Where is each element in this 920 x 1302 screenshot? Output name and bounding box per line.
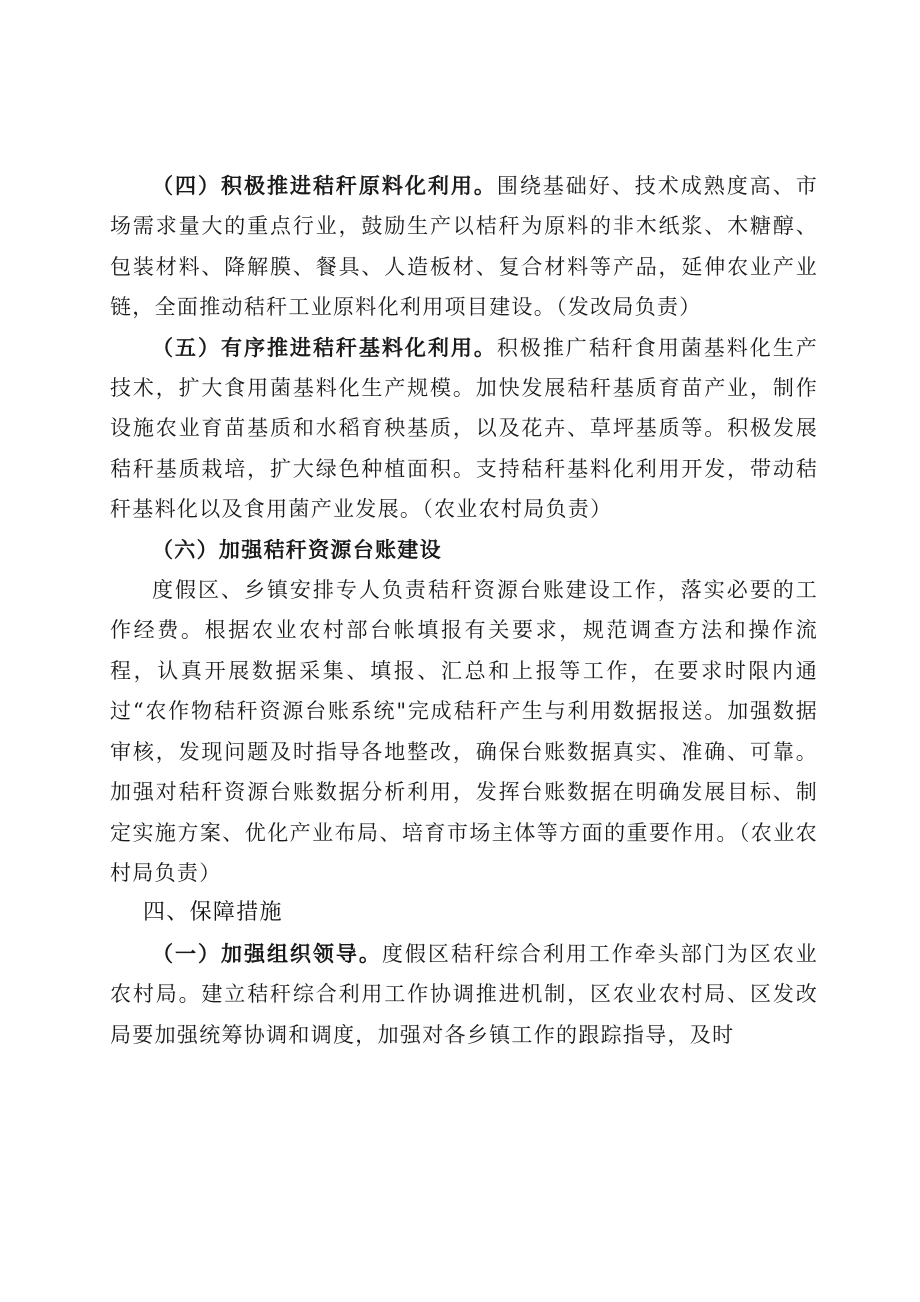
paragraph-lead: （一）加强组织领导。 — [152, 941, 382, 966]
paragraph-organization-leadership — [110, 934, 818, 1055]
document-body — [110, 166, 818, 1055]
subheading-ledger-construction: （六）加强秸秆资源台账建设 — [152, 537, 442, 562]
paragraph-text: 度假区秸秆综合利用工作牵头部门为区农业农村局。建立秸秆综合利用工作协调推进机制，区农业农村局、区发改局要加强统筹协调和调度，加强对各乡镇工作的跟踪指导，及时 — [110, 941, 818, 1047]
paragraph-ledger-construction — [110, 570, 818, 893]
paragraph-text: 围绕基础好、技术成熟度高、市场需求量大的重点行业，鼓励生产以桔秆为原料的非木纸浆、木糖醇、包装材料、降解膜、餐具、人造板材、复合材料等产品，延伸农业产业链，全面推动秸秆工业原料化利用项目建设。（发改局负责） — [110, 174, 819, 320]
paragraph-lead: （四）积极推进秸秆原料化利用。 — [152, 174, 497, 198]
section-heading-safeguards: 四、保障措施 — [143, 900, 283, 926]
paragraph-text: 积极推广秸秆食用菌基料化生产技术，扩大食用菌基料化生产规模。加快发展秸秆基质育苗产业，制作设施农业育苗基质和水稻育秧基质，以及花卉、草坪基质等。积极发展秸秆基质栽培，扩大绿色种植面积。支持秸秆基料化利用开发，带动秸秆基料化以及食用菌产业发展。（农业农村局负责） — [110, 335, 819, 522]
paragraph-text: 度假区、乡镇安排专人负责秸秆资源台账建设工作，落实必要的工作经费。根据农业农村部台帐填报有关要求，规范调查方法和操作流程，认真开展数据采集、填报、汇总和上报等工作，在要求时限内通过“农作物秸秆资源台账系统"完成秸秆产生与利用数据报送。加强数据审核，发现问题及时指导各地整改，确保台账数据真实、准确、可靠。加强对秸秆资源台账数据分析利用，发挥台账数据在明确发展目标、制定实施方案、优化产业布局、培育市场主体等方面的重要作用。（农业农村局负责） — [110, 578, 818, 885]
paragraph-raw-material-utilization — [110, 166, 818, 328]
paragraph-lead: （五）有序推进秸秆基料化利用。 — [152, 335, 497, 360]
paragraph-substrate-utilization — [110, 328, 818, 530]
